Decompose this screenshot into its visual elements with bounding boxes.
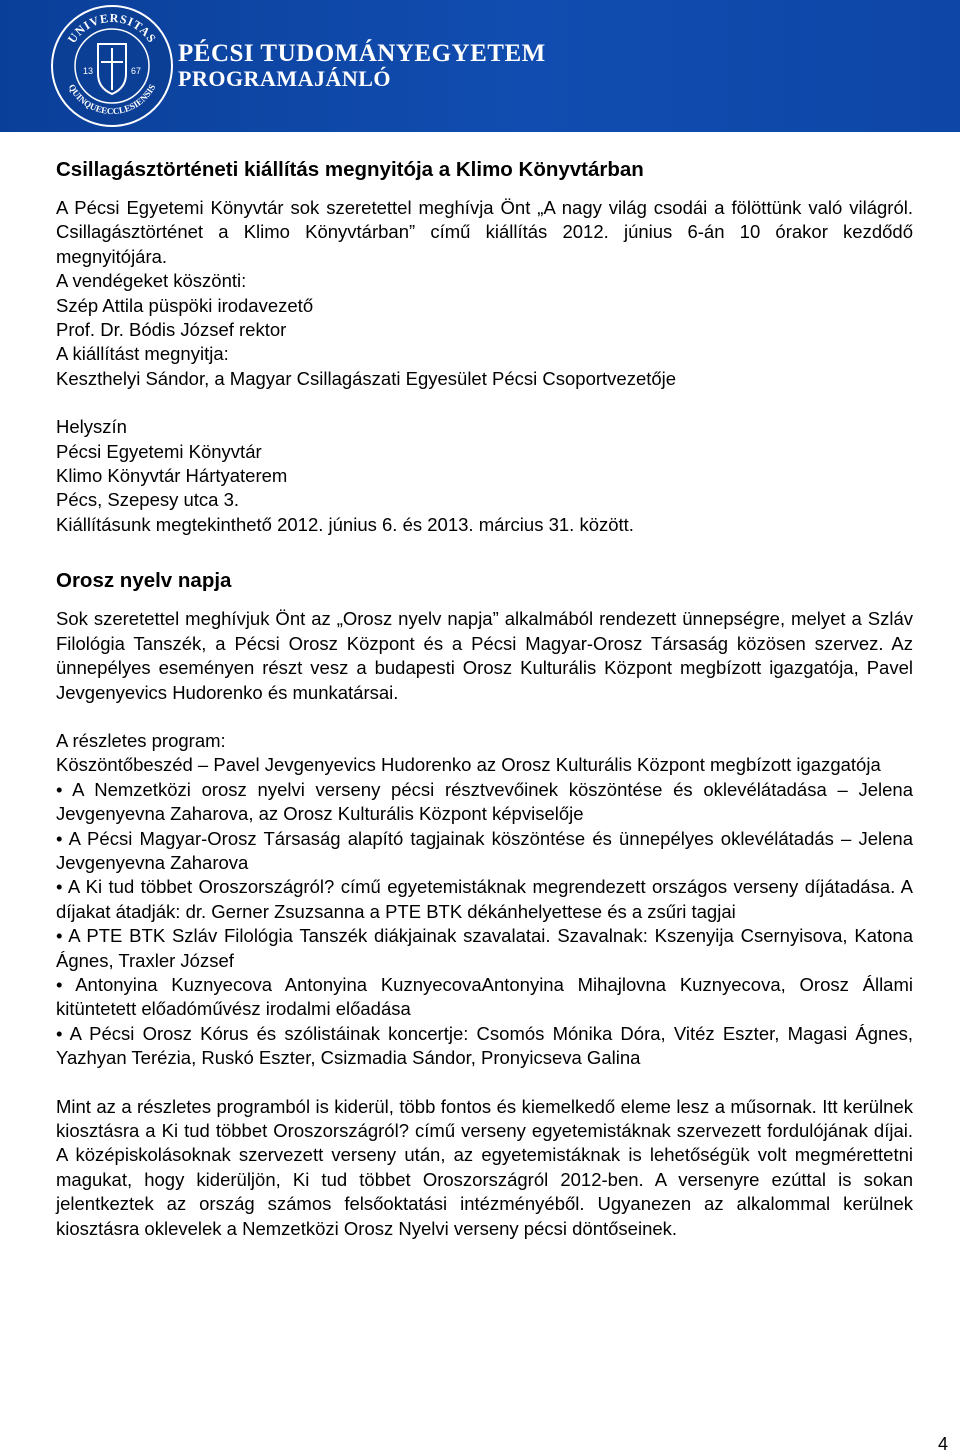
program-item: • A Pécsi Magyar-Orosz Társaság alapító tagjainak köszöntése és ünnepélyes oklevélátadás – Jelena Jevgenyevna Zaharova [56, 827, 913, 873]
section1-line: A vendégeket köszönti: [56, 270, 247, 292]
program-item: • A Nemzetközi orosz nyelvi verseny pécsi résztvevőinek köszöntése és oklevélátadása – Jelena Jevgenyevna Zaharova, az Orosz Kulturális Központ képviselője [56, 778, 913, 825]
document-body [56, 156, 913, 1241]
section1-title: Csillagásztörténeti kiállítás megnyitója a Klimo Könyvtárban [56, 158, 644, 181]
section1-line: A kiállítást megnyitja: [56, 343, 229, 365]
location-heading: Helyszín [56, 416, 127, 438]
university-seal-icon [50, 4, 174, 128]
program-item: Köszöntőbeszéd – Pavel Jevgenyevics Hudorenko az Orosz Kulturális Központ megbízott igazgatója [56, 754, 881, 776]
section2-closing: Mint az a részletes programból is kiderül, több fontos és kiemelkedő eleme lesz a műsornak. Itt kerülnek kiosztásra a Ki tud többet Oroszországról? című verseny egyetemistáknak szervezett fordulójának díjai. A középiskolásoknak szervezett verseny után, az egyetemistáknak is lehetőségük volt megmérettetni magukat, hogy kiderüljön, Ki tud többet Oroszországról 2012-ben. A versenyre ezúttal is sokan jelentkeztek az ország számos felsőoktatási intézményéből. Ugyanezen az alkalommal kerülnek kiosztásra oklevelek a Nemzetközi Orosz Nyelvi verseny pécsi döntőseinek. [56, 1095, 913, 1239]
program-item: • Antonyina Kuznyecova Antonyina KuznyecovaAntonyina Mihajlovna Kuznyecova, Orosz Állami kitüntetett előadóművész irodalmi előadása [56, 973, 913, 1020]
location-line: Klimo Könyvtár Hártyaterem [56, 465, 288, 487]
header-banner [0, 0, 960, 132]
seal-year-left: 13 [82, 66, 94, 76]
location-line: Pécs, Szepesy utca 3. [56, 489, 240, 511]
seal-year-right: 67 [130, 66, 142, 76]
section2-intro: Sok szeretettel meghívjuk Önt az „Orosz nyelv napja” alkalmából rendezett ünnepségre, melyet a Szláv Filológia Tanszék, a Pécsi Orosz Központ és a Pécsi Magyar-Orosz Társaság közösen szervez. Az ünnepélyes eseményen részt vesz a budapesti Orosz Kulturális Központ megbízott igazgatója, Pavel Jevgenyevics Hudorenko és munkatársai. [56, 608, 913, 703]
section1-line: Szép Attila püspöki irodavezető [56, 294, 314, 316]
seal-bottom-text: QUINQUEECCLESIENSIS [66, 82, 158, 117]
program-item: • A Ki tud többet Oroszországról? című egyetemistáknak megrendezett országos verseny díjátadása. A díjakat átadják: dr. Gerner Zsuzsanna a PTE BTK dékánhelyettese és a zsűri tagjai [56, 876, 913, 922]
header-subtitle: PROGRAMAJÁNLÓ [178, 66, 392, 91]
page-number: 4 [938, 1434, 949, 1454]
section1-line: Keszthelyi Sándor, a Magyar Csillagászati Egyesület Pécsi Csoportvezetője [56, 367, 677, 389]
program-item: • A Pécsi Orosz Kórus és szólistáinak koncertje: Csomós Mónika Dóra, Vitéz Eszter, Magasi Ágnes, Yazhyan Terézia, Ruskó Eszter, Csizmadia Sándor, Pronyicseva Galina [56, 1022, 913, 1069]
section2-title: Orosz nyelv napja [56, 569, 232, 593]
seal-top-text: UNIVERSITAS [64, 10, 160, 46]
header-title: PÉCSI TUDOMÁNYEGYETEM [178, 40, 546, 67]
location-line: Pécsi Egyetemi Könyvtár [56, 440, 262, 462]
location-line: Kiállításunk megtekinthető 2012. június 6. és 2013. március 31. között. [56, 513, 634, 535]
program-label: A részletes program: [56, 729, 226, 751]
program-item: • A PTE BTK Szláv Filológia Tanszék diákjainak szavalatai. Szavalnak: Kszenyija Csernyisova, Katona Ágnes, Traxler József [56, 925, 913, 971]
section1-intro: A Pécsi Egyetemi Könyvtár sok szeretettel meghívja Önt „A nagy világ csodái a fölöttünk való világról. Csillagásztörténet a Klimo Könyvtárban” című kiállítás 2012. június 6-án 10 órakor kezdődő megnyitójára. [56, 197, 913, 267]
section1-line: Prof. Dr. Bódis József rektor [56, 319, 287, 341]
